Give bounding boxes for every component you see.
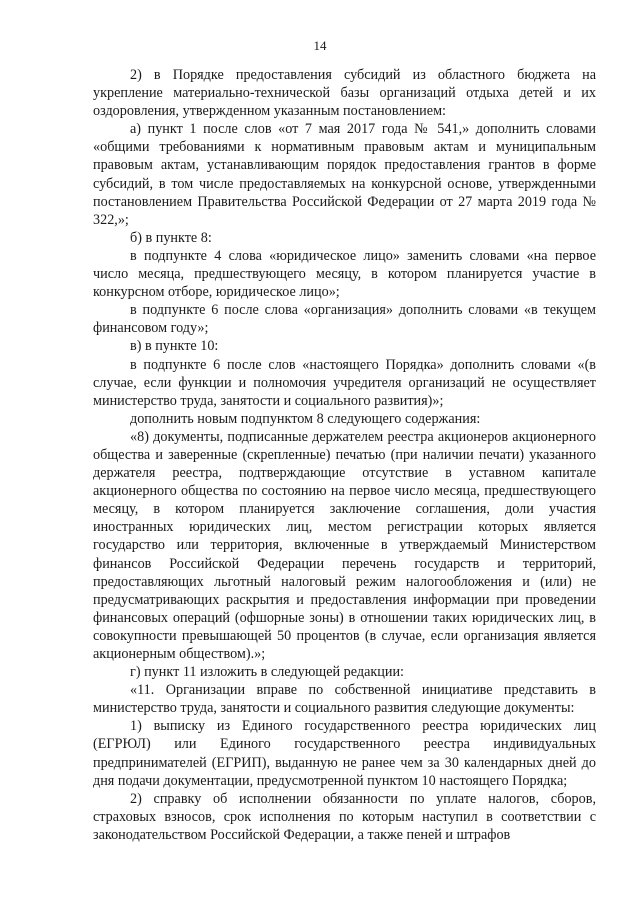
paragraph-item-g: г) пункт 11 изложить в следующей редакции: [130,664,404,681]
paragraph-point-11: «11. Организации вправе по собственной инициативе представить в министерство труда, занятости и социального развития следующие документы: [93,682,596,717]
paragraph-subitem-6-p10: в подпункте 6 после слов «настоящего Порядка» дополнить словами «(в случае, если функции и полномочия учредителя организаций не осуществляет министерство труда, занятости и социального развития)»; [93,356,596,409]
paragraph-point-11-2: 2) справку об исполнении обязанности по уплате налогов, сборов, страховых взносов, срок исполнения по которым наступил в соответствии с законодательством Российской Федерации, а также пеней и штрафов [93,790,596,843]
paragraph-point-11-1: 1) выписку из Единого государственного реестра юридических лиц (ЕГРЮЛ) или Единого государственного реестра индивидуальных предпринимателей (ЕГРИП), выданную не ранее чем за 30 календарных дней до дня подачи документации, предусмотренной пунктом 10 настоящего Порядка; [93,718,596,789]
paragraph-item-b: б) в пункте 8: [130,229,212,246]
paragraph-subitem-4: в подпункте 4 слова «юридическое лицо» заменить словами «на первое число месяца, предшествующего месяцу, в котором планируется участие в конкурсном отборе, юридическое лицо»; [93,247,596,301]
page-number: 14 [313,38,327,53]
paragraph-add-subitem-8: дополнить новым подпунктом 8 следующего содержания: [130,410,481,427]
paragraph-intro: 2) в Порядке предоставления субсидий из областного бюджета на укрепление материально-технической базы организаций отдыха детей и их оздоровления, утвержденном указанным постановлением: [93,67,596,120]
paragraph-item-a: а) пункт 1 после слов «от 7 мая 2017 года № 541,» дополнить словами «общими требованиями к нормативным правовым актам и муниципальным правовым актам, устанавливающим порядок предоставления грантов в форме субсидий, в том числе предоставляемых на конкурсной основе, утвержденными постановлением Правительства Российской Федерации от 27 марта 2019 года № 322,»; [93,121,596,228]
paragraph-subitem-6: в подпункте 6 после слова «организация» дополнить словами «в текущем финансовом году»; [93,302,596,337]
document-body [93,66,596,844]
paragraph-item-v: в) в пункте 10: [130,338,219,355]
paragraph-subitem-8-text: «8) документы, подписанные держателем реестра акционеров акционерного общества и заверенные (скрепленные) печатью (при наличии печати) указанного держателя реестра, подтверждающие отсутствие в уставном капитале акционерного общества по состоянию на первое число месяца, предшествующего месяцу, в котором планируется заключение соглашения, доли участия иностранных юридических лиц, местом регистрации которых является государство или территория, включенные в утверждаемый Министерством финансов Российской Федерации перечень государств и территорий, предоставляющих льготный налоговый режим налогообложения и (или) не предусматривающих раскрытия и предоставления информации при проведении финансовых операций (офшорные зоны) в отношении таких юридических лиц, в совокупности превышающей 50 процентов (в случае, если организация является акционерным обществом).»; [93,428,596,662]
